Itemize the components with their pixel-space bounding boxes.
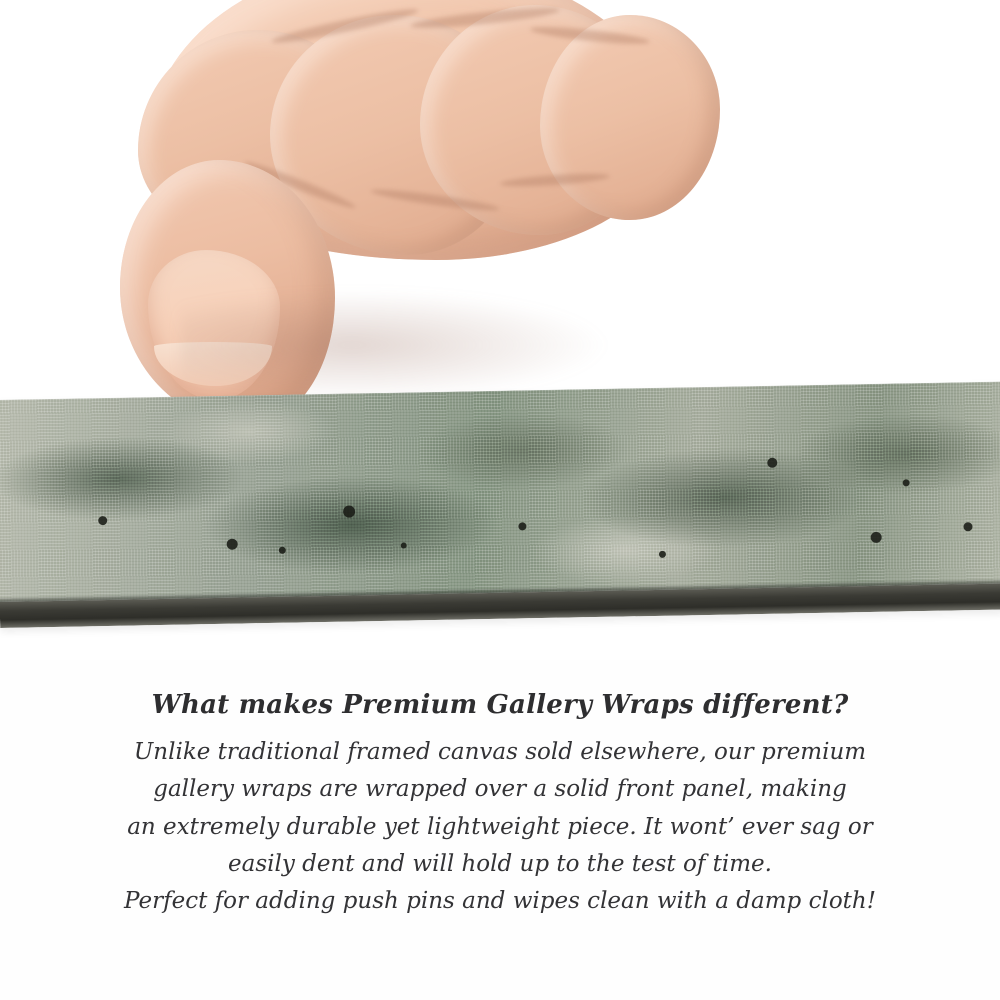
canvas-speck xyxy=(401,542,407,548)
canvas-speck xyxy=(963,522,972,531)
finger-little xyxy=(540,15,720,220)
caption-title: What makes Premium Gallery Wraps different? xyxy=(151,690,849,720)
canvas-speck xyxy=(98,516,107,525)
canvas-speck xyxy=(659,551,666,558)
caption-line: Perfect for adding push pins and wipes clean with a damp cloth! xyxy=(124,888,876,914)
canvas-speck xyxy=(903,479,910,486)
hand-pressing-icon xyxy=(120,0,680,430)
caption-line: an extremely durable yet lightweight piece. It wont’ ever sag or xyxy=(127,813,873,840)
canvas-speck xyxy=(279,547,286,554)
caption-line: easily dent and will hold up to the test of time. xyxy=(228,850,772,877)
caption-line: gallery wraps are wrapped over a solid front panel, making xyxy=(153,776,847,803)
caption-line: Unlike traditional framed canvas sold elsewhere, our premium xyxy=(133,739,867,765)
canvas-wrap-edge-icon xyxy=(0,381,1000,627)
canvas-weave-texture xyxy=(0,381,1000,601)
hand-shadow xyxy=(180,290,610,400)
caption-block xyxy=(0,690,1000,920)
